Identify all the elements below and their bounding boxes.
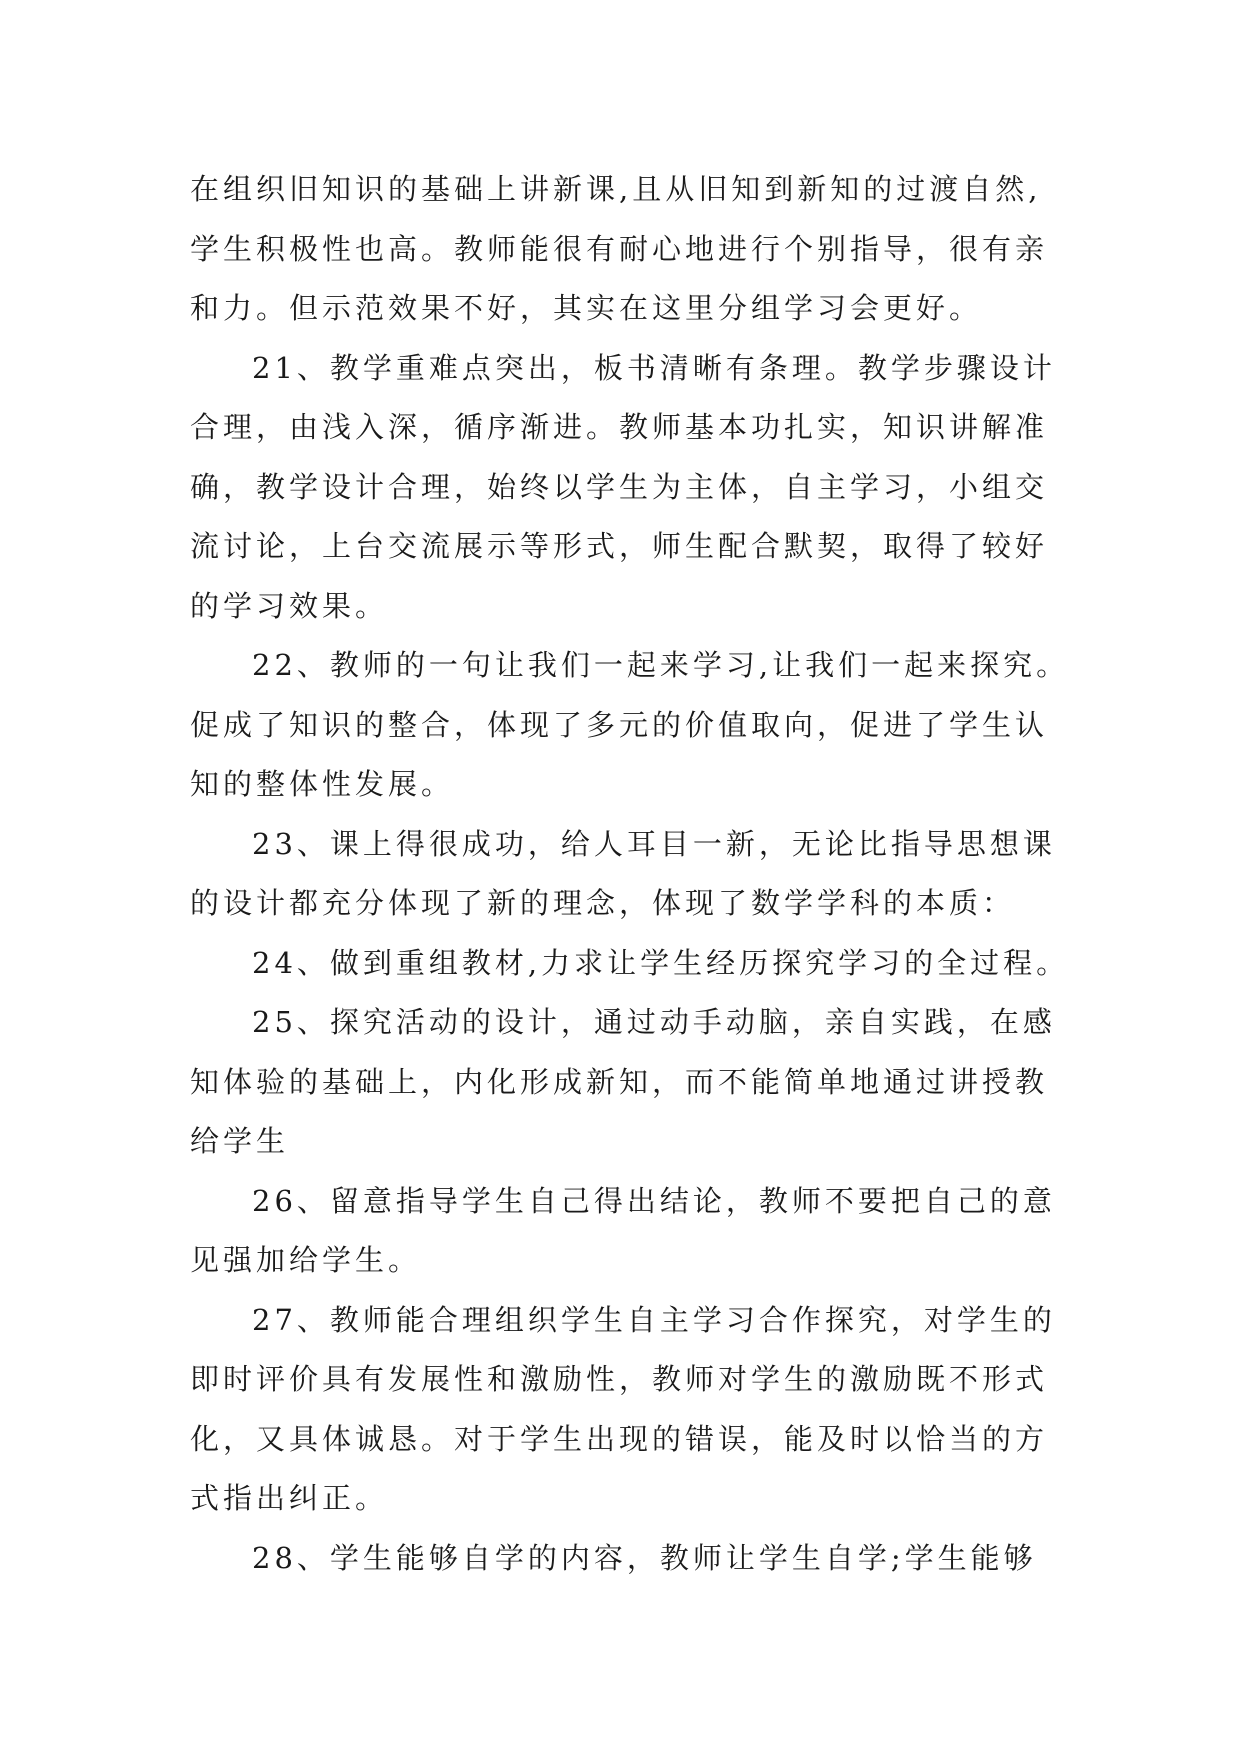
paragraph-24-start: 24、做到重组教材,力求让学生经历探究学习的全过程。 bbox=[252, 945, 1070, 980]
paragraph-22-start: 22、教师的一句让我们一起来学习,让我们一起来探究。 bbox=[252, 648, 1070, 682]
text-line: 的设计都充分体现了新的理念，体现了数学学科的本质： bbox=[190, 886, 1016, 920]
text-line: 知的整体性发展。 bbox=[190, 767, 455, 801]
text-line: 知体验的基础上，内化形成新知，而不能简单地通过讲授教 bbox=[190, 1064, 1049, 1099]
text-line: 促成了知识的整合，体现了多元的价值取向，促进了学生认 bbox=[190, 707, 1049, 742]
paragraph-25-start: 25、探究活动的设计，通过动手动脑，亲自实践，在感 bbox=[252, 1005, 1056, 1039]
text-line: 流讨论，上台交流展示等形式，师生配合默契，取得了较好 bbox=[190, 529, 1049, 563]
text-line: 的学习效果。 bbox=[190, 588, 389, 623]
text-line: 即时评价具有发展性和激励性，教师对学生的激励既不形式 bbox=[190, 1362, 1049, 1396]
text-line: 在组织旧知识的基础上讲新课,且从旧知到新知的过渡自然, bbox=[190, 172, 1042, 206]
text-line: 合理，由浅入深，循序渐进。教师基本功扎实，知识讲解准 bbox=[190, 410, 1049, 444]
paragraph-23-start: 23、课上得很成功，给人耳目一新，无论比指导思想课 bbox=[252, 826, 1056, 861]
text-line: 给学生 bbox=[190, 1124, 290, 1158]
text-line: 和力。但示范效果不好，其实在这里分组学习会更好。 bbox=[190, 291, 983, 325]
document-body bbox=[190, 160, 1080, 1588]
paragraph-21-start: 21、教学重难点突出，板书清晰有条理。教学步骤设计 bbox=[252, 350, 1056, 385]
paragraph-27-start: 27、教师能合理组织学生自主学习合作探究，对学生的 bbox=[252, 1302, 1056, 1337]
paragraph-28-start: 28、学生能够自学的内容，教师让学生自学;学生能够 bbox=[252, 1540, 1037, 1575]
text-line: 见强加给学生。 bbox=[190, 1243, 422, 1277]
text-line: 确，教学设计合理，始终以学生为主体，自主学习，小组交 bbox=[190, 469, 1049, 504]
paragraph-26-start: 26、留意指导学生自己得出结论，教师不要把自己的意 bbox=[252, 1183, 1056, 1218]
text-line: 式指出纠正。 bbox=[190, 1481, 389, 1515]
text-line: 化，又具体诚恳。对于学生出现的错误，能及时以恰当的方 bbox=[190, 1421, 1049, 1456]
text-line: 学生积极性也高。教师能很有耐心地进行个别指导，很有亲 bbox=[190, 231, 1049, 266]
